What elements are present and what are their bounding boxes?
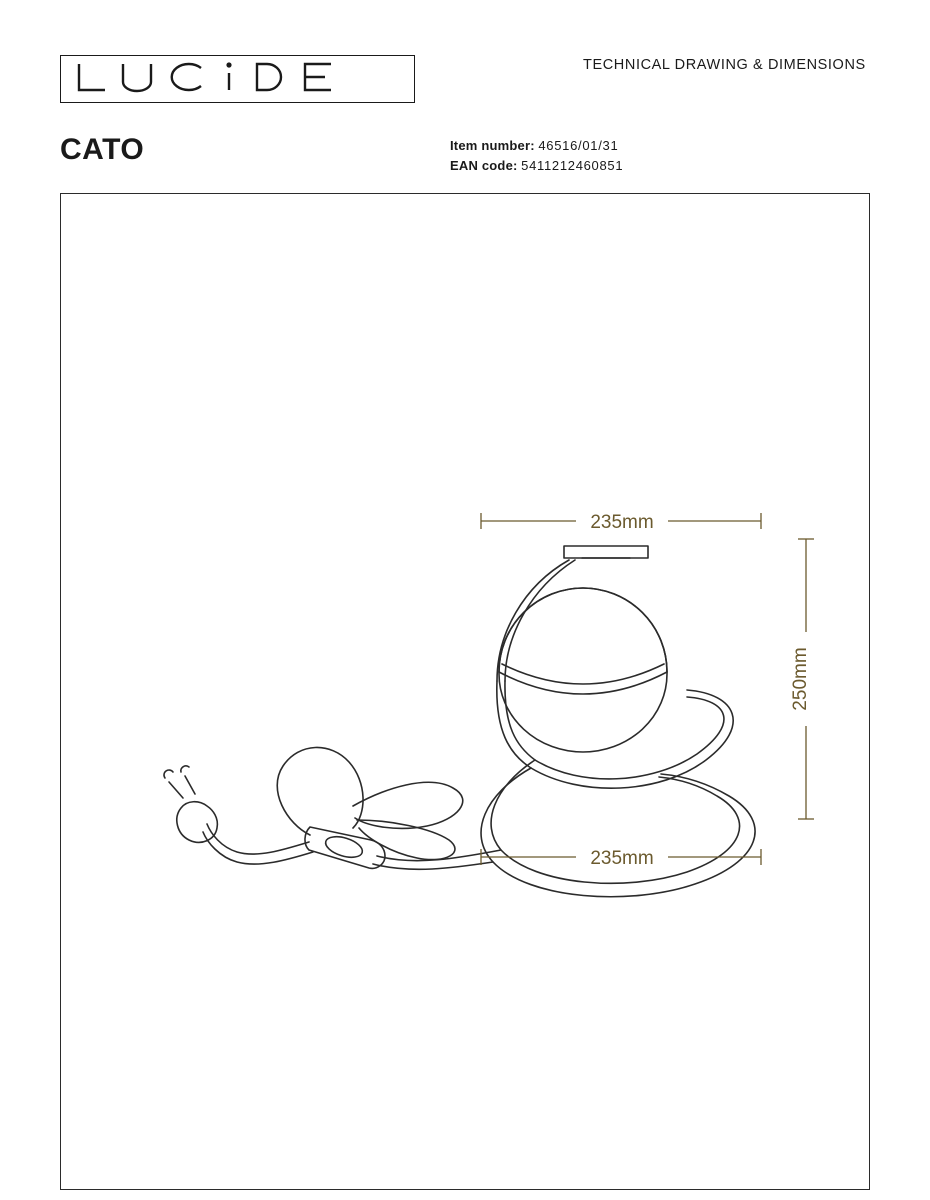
item-number-row: [450, 136, 623, 156]
item-number-value: 46516/01/31: [538, 138, 619, 153]
brand-logo: [60, 55, 415, 103]
technical-drawing: [61, 194, 869, 1189]
lucide-logo-icon: [61, 56, 413, 101]
technical-drawing-frame: [60, 193, 870, 1190]
dimension-label-top: 235mm: [590, 512, 654, 533]
page-header-title: TECHNICAL DRAWING & DIMENSIONS: [583, 57, 866, 73]
dimension-label-bottom: 235mm: [590, 848, 654, 869]
dimension-label-height: 250mm: [790, 647, 811, 711]
ean-code-row: [450, 156, 623, 176]
page-title: CATO: [60, 133, 145, 166]
product-meta: [450, 136, 623, 176]
item-number-label: Item number:: [450, 138, 535, 153]
ean-code-value: 5411212460851: [521, 158, 624, 173]
logo-dot-icon: [226, 62, 231, 67]
ean-code-label: EAN code:: [450, 158, 518, 173]
